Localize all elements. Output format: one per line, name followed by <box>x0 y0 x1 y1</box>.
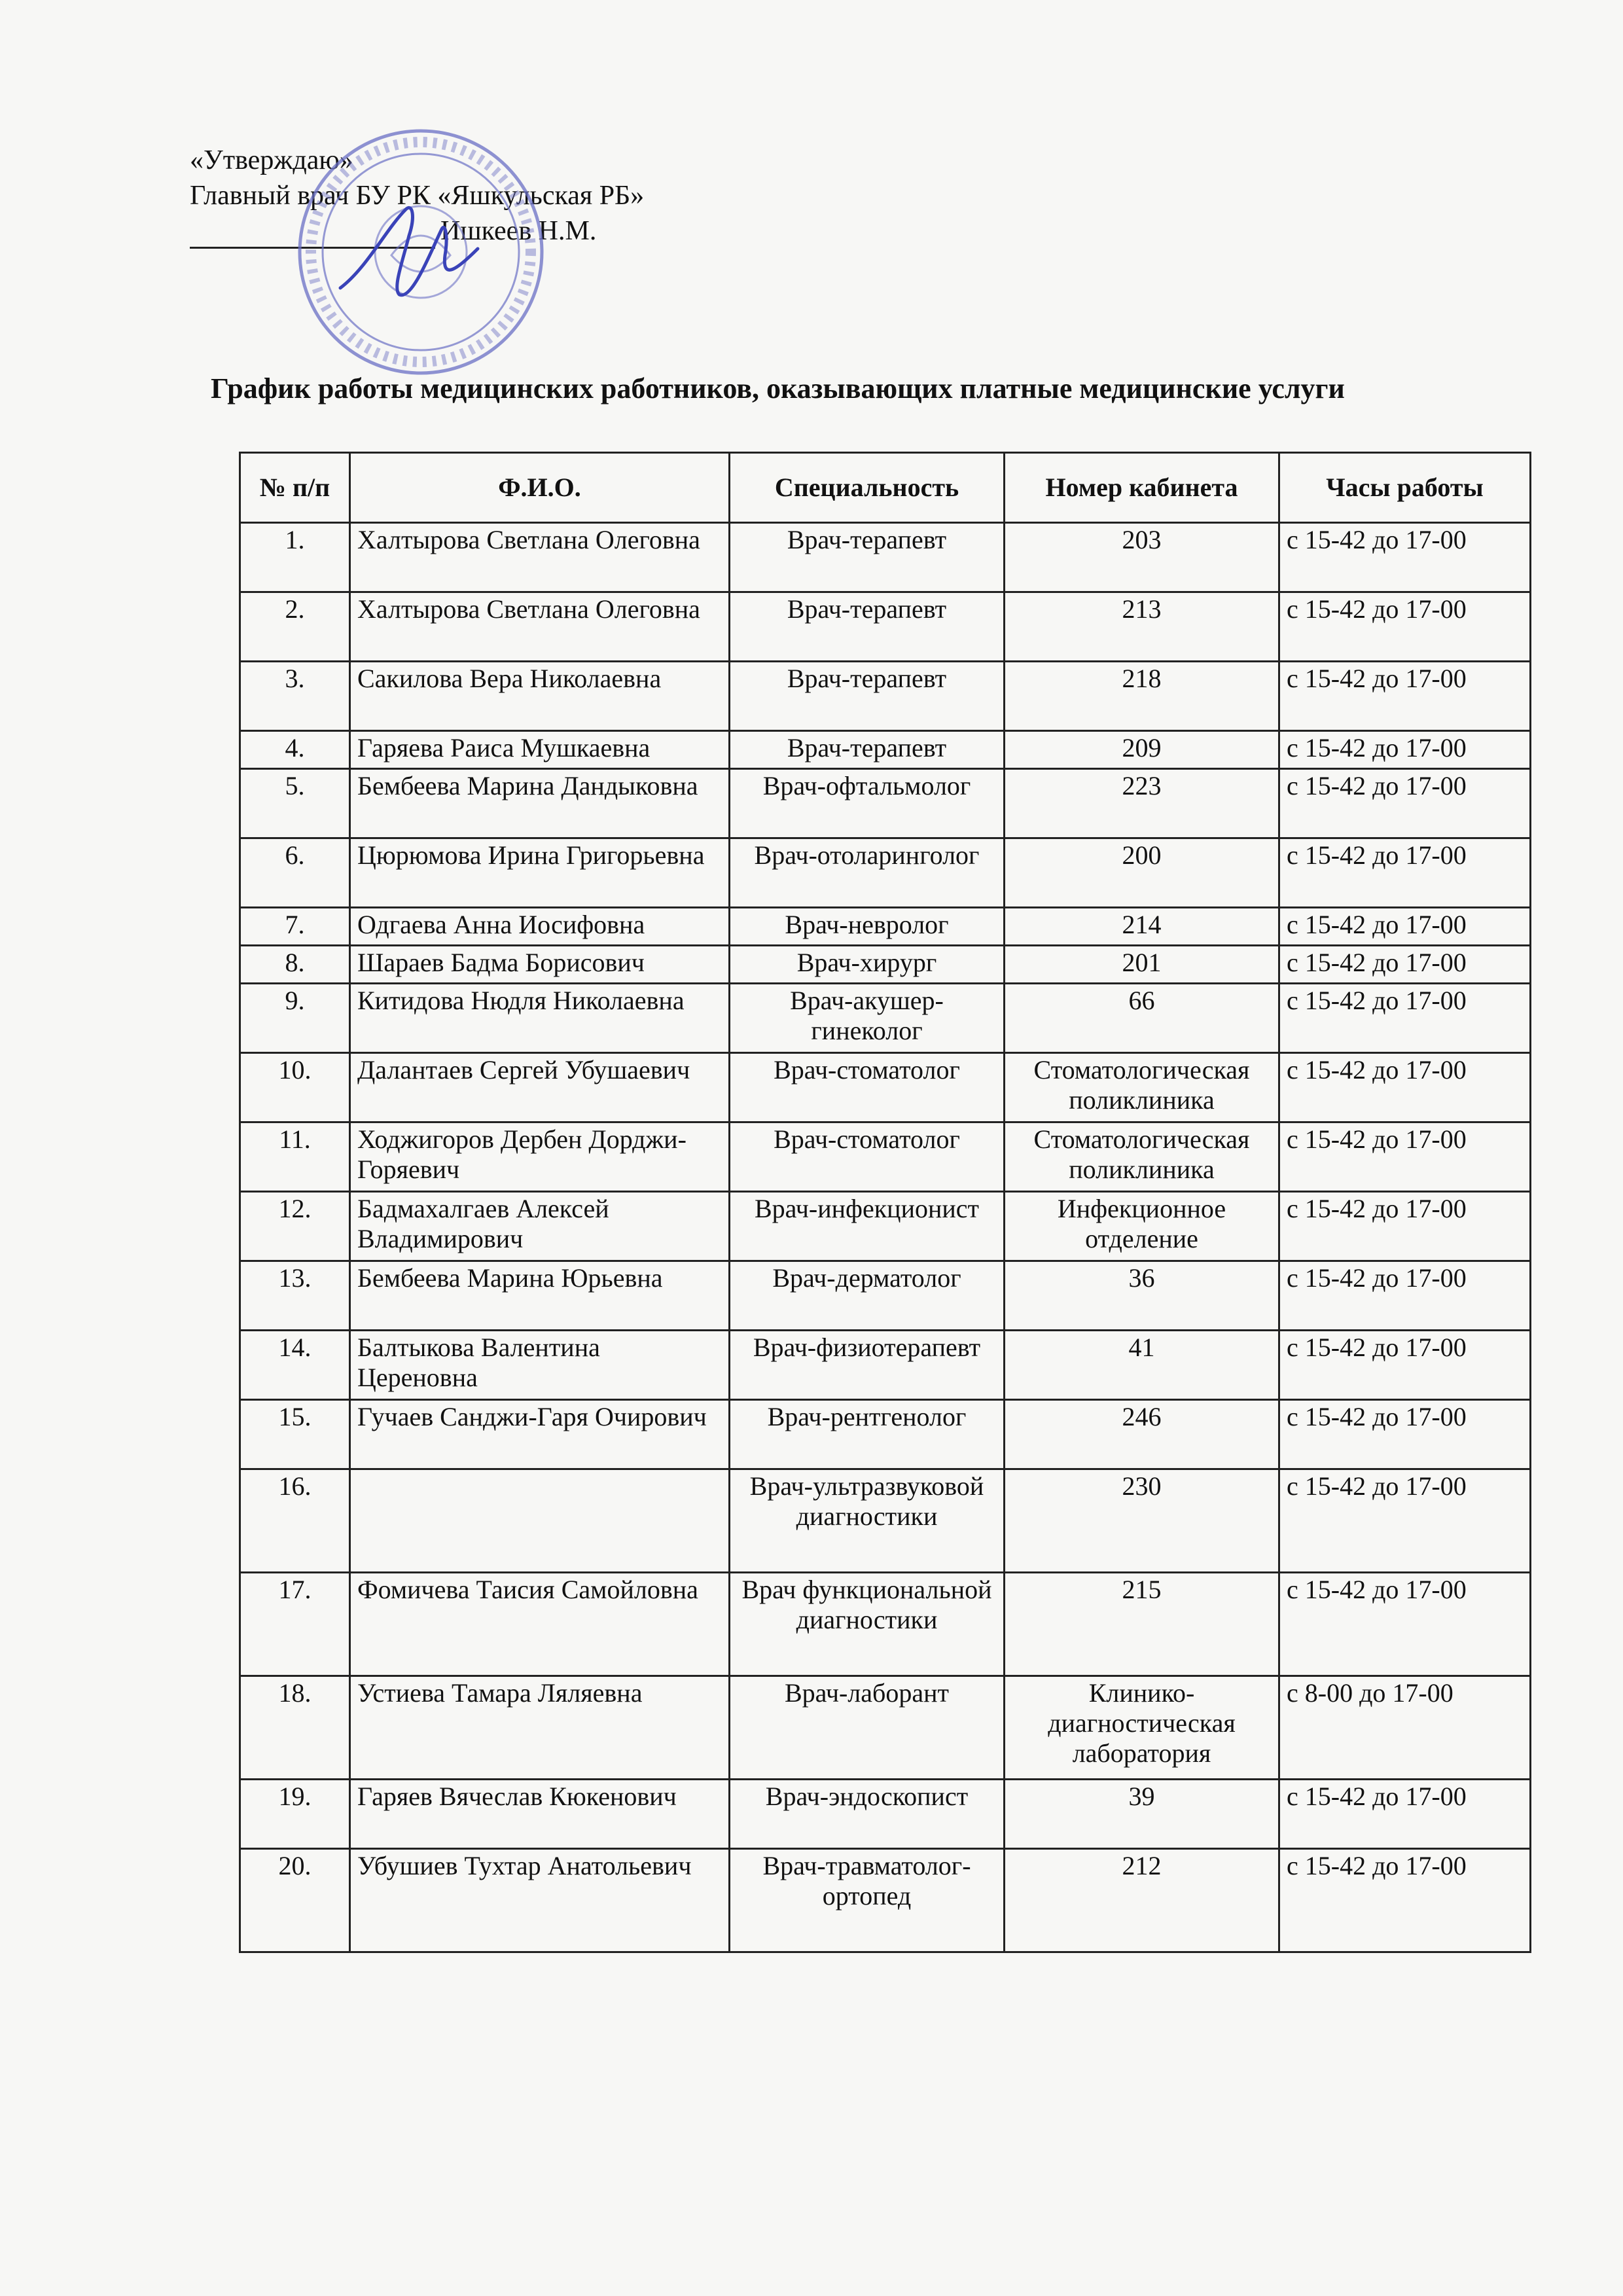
schedule-table <box>239 452 1531 1953</box>
row-specialty: Врач-ультразвуковой диагностики <box>730 1469 1005 1573</box>
row-num: 18. <box>240 1676 350 1780</box>
header-name: Ф.И.О. <box>350 453 730 523</box>
row-room: 215 <box>1005 1573 1279 1676</box>
table-row <box>240 1469 1531 1573</box>
row-hours: с 8-00 до 17-00 <box>1279 1676 1531 1780</box>
row-name: Одгаева Анна Иосифовна <box>350 908 730 946</box>
table-row <box>240 1849 1531 1952</box>
row-num: 16. <box>240 1469 350 1573</box>
row-num: 15. <box>240 1400 350 1469</box>
row-room: 218 <box>1005 662 1279 731</box>
row-num: 14. <box>240 1331 350 1400</box>
row-room: 230 <box>1005 1469 1279 1573</box>
row-hours: с 15-42 до 17-00 <box>1279 1192 1531 1261</box>
row-hours: с 15-42 до 17-00 <box>1279 1469 1531 1573</box>
approval-line1: «Утверждаю» <box>190 145 353 175</box>
row-num: 5. <box>240 769 350 838</box>
row-name: Бадмахалгаев Алексей Владимирович <box>350 1192 730 1261</box>
document-title: График работы медицинских работников, оказывающих платные медицинские услуги <box>211 372 1345 404</box>
row-room: 66 <box>1005 984 1279 1053</box>
row-room: 212 <box>1005 1849 1279 1952</box>
row-name: Халтырова Светлана Олеговна <box>350 523 730 592</box>
row-specialty: Врач-физиотерапевт <box>730 1331 1005 1400</box>
row-room: Клинико-диагностическая лаборатория <box>1005 1676 1279 1780</box>
row-name: Ходжигоров Дербен Дорджи-Горяевич <box>350 1122 730 1192</box>
row-room: Инфекционное отделение <box>1005 1192 1279 1261</box>
row-name: Шараев Бадма Борисович <box>350 946 730 984</box>
row-specialty: Врач-лаборант <box>730 1676 1005 1780</box>
row-name: Далантаев Сергей Убушаевич <box>350 1053 730 1122</box>
row-hours: с 15-42 до 17-00 <box>1279 1849 1531 1952</box>
row-name: Гаряева Раиса Мушкаевна <box>350 731 730 769</box>
row-num: 20. <box>240 1849 350 1952</box>
row-name: Сакилова Вера Николаевна <box>350 662 730 731</box>
row-room: 203 <box>1005 523 1279 592</box>
row-room: Стоматологическая поликлиника <box>1005 1053 1279 1122</box>
row-specialty: Врач-эндоскопист <box>730 1780 1005 1849</box>
row-room: 246 <box>1005 1400 1279 1469</box>
row-name: Гаряев Вячеслав Кюкенович <box>350 1780 730 1849</box>
row-num: 11. <box>240 1122 350 1192</box>
row-name: Балтыкова Валентина Цереновна <box>350 1331 730 1400</box>
row-hours: с 15-42 до 17-00 <box>1279 523 1531 592</box>
signer-name: Ишкеев Н.М. <box>440 216 597 246</box>
row-num: 9. <box>240 984 350 1053</box>
row-room: 39 <box>1005 1780 1279 1849</box>
row-hours: с 15-42 до 17-00 <box>1279 946 1531 984</box>
table-row <box>240 662 1531 731</box>
row-specialty: Врач-травматолог-ортопед <box>730 1849 1005 1952</box>
row-hours: с 15-42 до 17-00 <box>1279 769 1531 838</box>
row-room: Стоматологическая поликлиника <box>1005 1122 1279 1192</box>
row-hours: с 15-42 до 17-00 <box>1279 838 1531 908</box>
row-hours: с 15-42 до 17-00 <box>1279 1053 1531 1122</box>
table-row <box>240 1780 1531 1849</box>
row-name: Бембеева Марина Юрьевна <box>350 1261 730 1331</box>
table-row <box>240 592 1531 662</box>
row-num: 1. <box>240 523 350 592</box>
row-num: 12. <box>240 1192 350 1261</box>
table-row <box>240 908 1531 946</box>
header-num: № п/п <box>240 453 350 523</box>
row-hours: с 15-42 до 17-00 <box>1279 1122 1531 1192</box>
row-hours: с 15-42 до 17-00 <box>1279 984 1531 1053</box>
row-hours: с 15-42 до 17-00 <box>1279 908 1531 946</box>
row-num: 6. <box>240 838 350 908</box>
row-specialty: Врач-стоматолог <box>730 1053 1005 1122</box>
handwritten-signature-icon <box>327 190 524 321</box>
row-room: 214 <box>1005 908 1279 946</box>
row-num: 13. <box>240 1261 350 1331</box>
row-hours: с 15-42 до 17-00 <box>1279 1261 1531 1331</box>
row-num: 19. <box>240 1780 350 1849</box>
table-row <box>240 1261 1531 1331</box>
row-specialty: Врач-терапевт <box>730 662 1005 731</box>
row-room: 41 <box>1005 1331 1279 1400</box>
row-specialty: Врач-невролог <box>730 908 1005 946</box>
row-name: Убушиев Тухтар Анатольевич <box>350 1849 730 1952</box>
row-name: Фомичева Таисия Самойловна <box>350 1573 730 1676</box>
row-name: Гучаев Санджи-Гаря Очирович <box>350 1400 730 1469</box>
row-name <box>350 1469 730 1573</box>
row-name: Устиева Тамара Ляляевна <box>350 1676 730 1780</box>
row-room: 213 <box>1005 592 1279 662</box>
row-hours: с 15-42 до 17-00 <box>1279 1331 1531 1400</box>
row-num: 10. <box>240 1053 350 1122</box>
table-row <box>240 1676 1531 1780</box>
table-row <box>240 731 1531 769</box>
row-specialty: Врач-стоматолог <box>730 1122 1005 1192</box>
row-hours: с 15-42 до 17-00 <box>1279 662 1531 731</box>
row-specialty: Врач-рентгенолог <box>730 1400 1005 1469</box>
table-row <box>240 984 1531 1053</box>
table-row <box>240 1053 1531 1122</box>
row-num: 2. <box>240 592 350 662</box>
row-hours: с 15-42 до 17-00 <box>1279 1573 1531 1676</box>
table-row <box>240 769 1531 838</box>
row-num: 3. <box>240 662 350 731</box>
row-name: Цюрюмова Ирина Григорьевна <box>350 838 730 908</box>
row-hours: с 15-42 до 17-00 <box>1279 592 1531 662</box>
row-hours: с 15-42 до 17-00 <box>1279 1400 1531 1469</box>
table-row <box>240 838 1531 908</box>
table-row <box>240 1573 1531 1676</box>
table-row <box>240 1331 1531 1400</box>
header-room: Номер кабинета <box>1005 453 1279 523</box>
row-room: 200 <box>1005 838 1279 908</box>
row-room: 36 <box>1005 1261 1279 1331</box>
row-name: Халтырова Светлана Олеговна <box>350 592 730 662</box>
row-specialty: Врач-терапевт <box>730 731 1005 769</box>
row-name: Китидова Нюдля Николаевна <box>350 984 730 1053</box>
approval-line2: Главный врач БУ РК «Яшкульская РБ» <box>190 181 645 211</box>
row-specialty: Врач-акушер-гинеколог <box>730 984 1005 1053</box>
row-hours: с 15-42 до 17-00 <box>1279 1780 1531 1849</box>
row-name: Бембеева Марина Дандыковна <box>350 769 730 838</box>
row-num: 8. <box>240 946 350 984</box>
row-specialty: Врач-инфекционист <box>730 1192 1005 1261</box>
table-header-row <box>240 453 1531 523</box>
row-specialty: Врач-офтальмолог <box>730 769 1005 838</box>
row-specialty: Врач-дерматолог <box>730 1261 1005 1331</box>
header-hours: Часы работы <box>1279 453 1531 523</box>
row-specialty: Врач-хирург <box>730 946 1005 984</box>
row-hours: с 15-42 до 17-00 <box>1279 731 1531 769</box>
row-specialty: Врач-отоларинголог <box>730 838 1005 908</box>
row-num: 7. <box>240 908 350 946</box>
table-row <box>240 946 1531 984</box>
table-row <box>240 1122 1531 1192</box>
table-row <box>240 523 1531 592</box>
table-row <box>240 1400 1531 1469</box>
header-specialty: Специальность <box>730 453 1005 523</box>
row-room: 223 <box>1005 769 1279 838</box>
row-num: 4. <box>240 731 350 769</box>
row-specialty: Врач-терапевт <box>730 592 1005 662</box>
table-row <box>240 1192 1531 1261</box>
row-num: 17. <box>240 1573 350 1676</box>
row-room: 201 <box>1005 946 1279 984</box>
row-room: 209 <box>1005 731 1279 769</box>
row-specialty: Врач-терапевт <box>730 523 1005 592</box>
row-specialty: Врач функциональной диагностики <box>730 1573 1005 1676</box>
